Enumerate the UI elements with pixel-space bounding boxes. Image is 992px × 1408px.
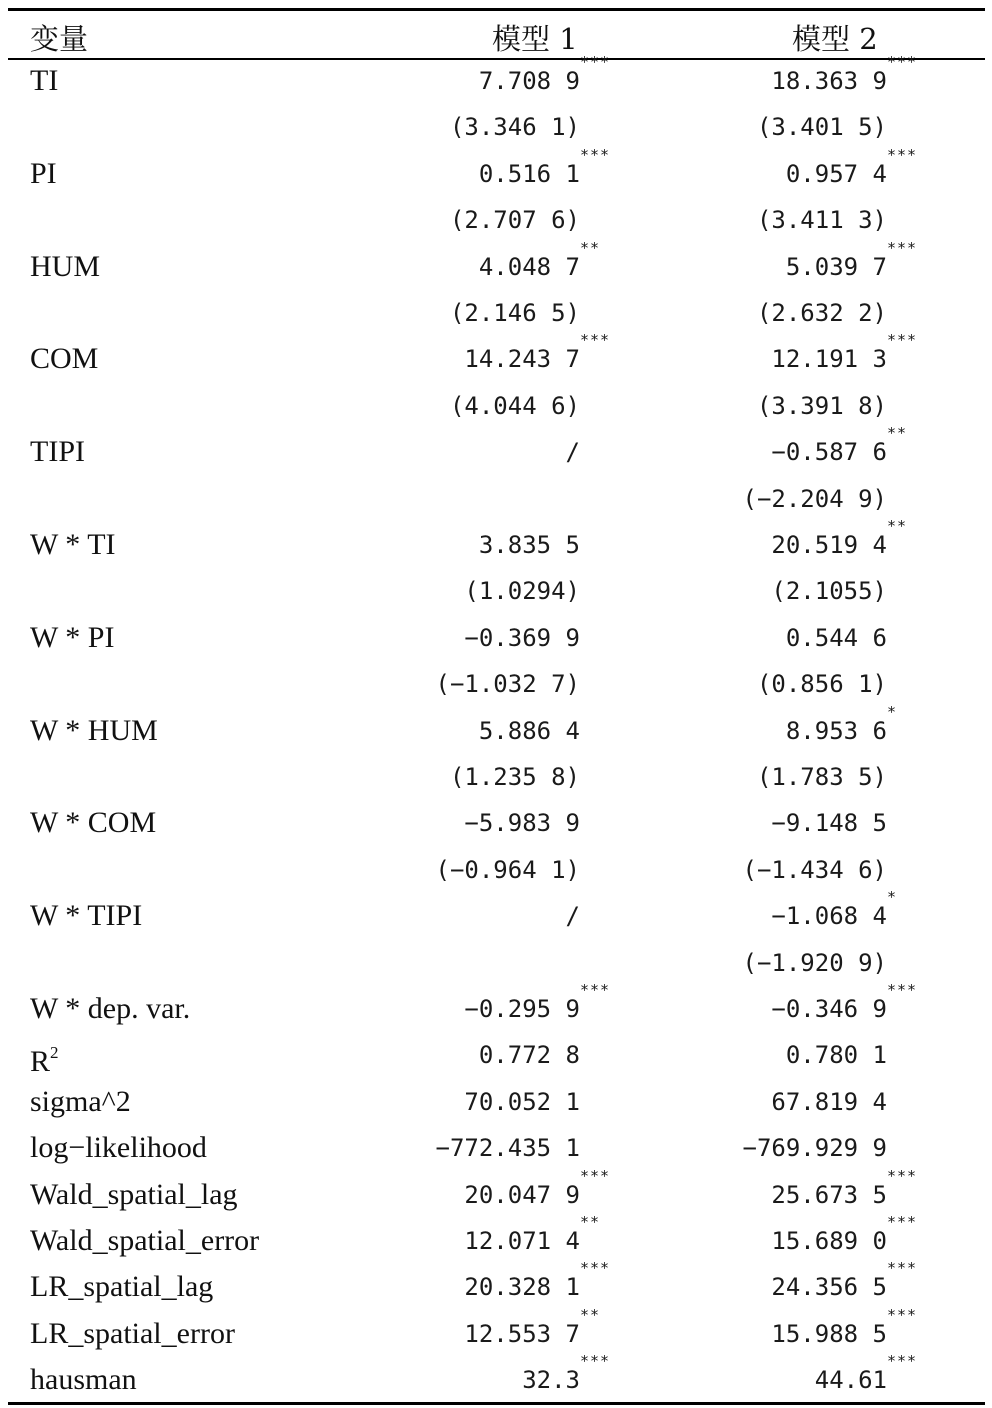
- model-2-value-text: 0.957 4: [785, 159, 887, 188]
- significance-stars: ***: [580, 145, 611, 164]
- row-label: [30, 708, 158, 754]
- table-row: [8, 661, 985, 707]
- table-row: [8, 754, 985, 800]
- table-row: [8, 197, 985, 243]
- model-1-value: [436, 847, 581, 893]
- model-1-value-text: 20.047 9: [464, 1180, 580, 1209]
- row-label-text: HUM: [30, 249, 101, 283]
- model-2-value: [757, 104, 887, 150]
- row-label-text: sigma^2: [30, 1084, 131, 1118]
- table-row: [8, 290, 985, 336]
- model-2-value-text: −0.587 6: [771, 438, 887, 467]
- table-row: [8, 702, 985, 754]
- row-label: [30, 1264, 213, 1310]
- model-1-value: [464, 1305, 601, 1357]
- table-row: [8, 1166, 985, 1218]
- model-2-value: [757, 754, 887, 800]
- significance-stars: ***: [887, 53, 918, 71]
- model-2-value: [757, 290, 887, 336]
- model-2-value-text: (−2.204 9): [742, 484, 887, 513]
- row-label-text: LR_spatial_lag: [30, 1270, 214, 1304]
- table-row: [8, 888, 985, 939]
- row-label: [30, 151, 57, 197]
- model-2-value-text: 8.953 6: [785, 716, 887, 745]
- row-label: [30, 429, 85, 475]
- significance-stars: ***: [580, 53, 611, 71]
- model-1-value: [464, 800, 580, 846]
- significance-stars: ***: [887, 238, 918, 257]
- model-1-value-text: 5.886 4: [478, 716, 580, 745]
- regression-table: [8, 0, 985, 1408]
- model-1-value: [566, 429, 580, 475]
- model-1-value-text: −0.369 9: [464, 623, 580, 652]
- model-1-value: [478, 238, 601, 290]
- table-row: [8, 53, 985, 104]
- row-label: [30, 893, 142, 939]
- model-1-value-text: 7.708 9: [478, 67, 580, 95]
- model-2-value-text: 18.363 9: [771, 67, 887, 95]
- model-2-value: [771, 1166, 918, 1218]
- model-2-value: [771, 888, 898, 939]
- model-1-value: [450, 104, 580, 150]
- significance-stars: ***: [887, 1352, 918, 1371]
- model-1-value-text: 12.071 4: [464, 1227, 580, 1255]
- row-label: [30, 1357, 137, 1403]
- significance-stars: ***: [887, 981, 918, 999]
- model-2-value: [771, 800, 887, 846]
- significance-stars: ***: [887, 1259, 918, 1278]
- model-2-value-text: −769.929 9: [742, 1134, 887, 1163]
- model-2-value: [771, 517, 908, 568]
- table-row: [8, 568, 985, 614]
- model-1-value: [522, 1352, 611, 1403]
- row-label: [30, 800, 156, 846]
- significance-stars: *: [887, 702, 898, 721]
- model-2-value-text: 24.356 5: [771, 1273, 887, 1302]
- row-label-text: TI: [30, 64, 59, 97]
- model-1-value-text: (2.707 6): [449, 206, 580, 235]
- model-1-value-text: −772.435 1: [435, 1134, 580, 1163]
- model-2-value-text: (−1.920 9): [742, 948, 887, 977]
- row-label: [30, 1218, 259, 1264]
- model-2-value: [771, 1079, 887, 1125]
- model-2-value-text: 67.819 4: [771, 1087, 887, 1116]
- model-1-value-text: (1.235 8): [449, 763, 580, 791]
- row-label: [30, 615, 114, 661]
- model-2-value-text: 44.61: [814, 1366, 887, 1395]
- model-1-value-text: (−1.032 7): [435, 670, 580, 699]
- model-1-value: [450, 197, 580, 243]
- model-1-value-text: (3.346 1): [449, 113, 580, 142]
- row-label-text: COM: [30, 342, 99, 376]
- model-2-value-text: (3.401 5): [756, 113, 887, 142]
- table-row: [8, 104, 985, 150]
- model-1-value-text: 0.772 8: [478, 1041, 580, 1070]
- header-model-1: 模型 1: [492, 22, 578, 56]
- model-2-value: [771, 1305, 918, 1357]
- row-label: [30, 1125, 207, 1171]
- model-1-value: [464, 331, 611, 382]
- row-label: [30, 336, 98, 382]
- table-row: [8, 517, 985, 568]
- row-label-text: TIPI: [30, 435, 85, 469]
- table-row: [8, 1259, 985, 1310]
- model-1-value: [464, 568, 580, 614]
- model-1-value: [436, 661, 581, 707]
- significance-stars: ***: [580, 1166, 611, 1185]
- table-row: [8, 145, 985, 197]
- row-label-text: W * dep. var.: [30, 992, 191, 1025]
- model-2-value: [771, 331, 918, 382]
- model-2-value: [771, 981, 918, 1032]
- row-label-text: W * TI: [30, 528, 116, 561]
- row-label-text: R: [30, 1045, 51, 1079]
- model-2-value: [771, 568, 887, 614]
- significance-stars: **: [887, 517, 908, 535]
- table-row: [8, 476, 985, 522]
- row-label-text: PI: [30, 156, 57, 190]
- model-2-value-text: 5.039 7: [785, 252, 887, 281]
- model-2-value: [771, 1213, 918, 1264]
- model-2-value: [757, 197, 887, 243]
- header-variable: 变量: [30, 22, 89, 56]
- model-1-value: [464, 615, 580, 661]
- table-row: [8, 940, 985, 986]
- model-1-value: [464, 1166, 611, 1218]
- table-row: [8, 1079, 985, 1125]
- model-1-value: [450, 290, 580, 336]
- model-1-value: [450, 383, 580, 429]
- row-label: [30, 1311, 235, 1357]
- significance-stars: ***: [580, 1352, 611, 1371]
- model-1-value: [464, 981, 611, 1032]
- row-label: [30, 986, 190, 1032]
- table-row: [8, 1352, 985, 1403]
- model-2-value-text: −0.346 9: [771, 995, 887, 1023]
- model-2-value-text: (2.1055): [771, 577, 887, 606]
- significance-stars: ***: [887, 1166, 918, 1185]
- table-row: [8, 800, 985, 846]
- model-1-value-text: −0.295 9: [464, 995, 580, 1023]
- row-label-text: W * COM: [30, 806, 157, 840]
- model-2-value: [785, 238, 918, 290]
- model-2-value-text: −9.148 5: [771, 809, 887, 838]
- row-label: [30, 1079, 131, 1125]
- header-model-2: 模型 2: [792, 22, 878, 56]
- model-2-value-text: 0.544 6: [785, 623, 887, 652]
- model-2-value-text: (1.783 5): [756, 763, 887, 791]
- model-2-value: [785, 145, 918, 197]
- model-1-value-text: 32.3: [522, 1366, 580, 1395]
- table-row: [8, 1125, 985, 1171]
- model-1-value: [464, 1079, 580, 1125]
- row-label-text: Wald_spatial_lag: [30, 1177, 238, 1211]
- model-2-value-text: 25.673 5: [771, 1180, 887, 1209]
- row-label-text: hausman: [30, 1363, 137, 1397]
- row-label-text: W * PI: [30, 620, 115, 654]
- model-2-value-text: 0.780 1: [785, 1041, 887, 1070]
- model-2-value-text: 20.519 4: [771, 531, 887, 559]
- model-1-value-text: 4.048 7: [478, 252, 580, 281]
- model-1-value-text: (2.146 5): [449, 299, 580, 327]
- table-row: [8, 331, 985, 382]
- model-2-value: [785, 702, 898, 754]
- model-1-value: [464, 1259, 611, 1310]
- model-1-value: [450, 754, 580, 800]
- significance-stars: ***: [580, 981, 611, 999]
- significance-stars: **: [887, 424, 908, 443]
- model-1-value-text: 14.243 7: [464, 345, 580, 374]
- model-2-value-text: 12.191 3: [771, 345, 887, 374]
- row-label-text: log−likelihood: [30, 1131, 207, 1165]
- model-2-value-text: −1.068 4: [771, 902, 887, 931]
- model-2-value: [757, 383, 887, 429]
- model-2-value-text: (3.391 8): [756, 391, 887, 420]
- table-row: [8, 981, 985, 1032]
- model-2-value: [771, 424, 908, 475]
- model-2-value-text: (2.632 2): [756, 299, 887, 327]
- model-2-value: [786, 615, 887, 661]
- row-label-text: W * HUM: [30, 713, 158, 747]
- model-1-value-text: /: [565, 438, 580, 467]
- significance-stars: ***: [887, 1305, 918, 1324]
- row-label: [30, 522, 116, 568]
- model-1-value: [566, 893, 580, 939]
- model-1-value: [464, 1213, 601, 1264]
- significance-stars: ***: [887, 145, 918, 164]
- model-2-value: [743, 847, 888, 893]
- row-label: [30, 1172, 238, 1218]
- model-1-value-text: (4.044 6): [449, 391, 580, 420]
- significance-stars: ***: [580, 331, 611, 350]
- model-1-value-text: −5.983 9: [464, 809, 580, 838]
- table-row: [8, 383, 985, 429]
- bottom-rule: [8, 1402, 985, 1405]
- table-row: [8, 238, 985, 290]
- row-label-text: W * TIPI: [30, 899, 143, 933]
- model-1-value-text: (−0.964 1): [435, 855, 580, 884]
- model-2-value-text: (3.411 3): [756, 206, 887, 235]
- model-2-value-text: (0.856 1): [756, 670, 887, 699]
- model-1-value-text: 20.328 1: [464, 1273, 580, 1302]
- model-2-value: [757, 661, 887, 707]
- model-2-value: [771, 1259, 918, 1310]
- row-label: [30, 58, 58, 104]
- model-2-value: [786, 1032, 887, 1078]
- model-1-value-text: 12.553 7: [464, 1319, 580, 1348]
- significance-stars: ***: [580, 1259, 611, 1278]
- significance-stars: *: [887, 888, 898, 907]
- table-row: [8, 847, 985, 893]
- row-label-superscript: 2: [50, 1043, 59, 1063]
- table-row: [8, 1213, 985, 1264]
- model-1-value: [478, 145, 611, 197]
- model-2-value: [743, 476, 888, 522]
- row-label-text: Wald_spatial_error: [30, 1224, 260, 1257]
- table-row: [8, 424, 985, 475]
- table-row: [8, 615, 985, 661]
- significance-stars: **: [580, 238, 601, 257]
- model-1-value-text: /: [565, 902, 580, 931]
- row-label: [30, 244, 100, 290]
- model-1-value: [479, 708, 580, 754]
- table-row: [8, 1032, 985, 1078]
- model-1-value: [478, 53, 611, 104]
- significance-stars: ***: [887, 331, 918, 350]
- model-2-value: [743, 1125, 888, 1171]
- model-1-value: [436, 1125, 581, 1171]
- significance-stars: **: [580, 1305, 601, 1324]
- model-2-value-text: 15.988 5: [771, 1319, 887, 1348]
- model-1-value: [479, 522, 580, 568]
- model-1-value: [479, 1032, 580, 1078]
- model-2-value: [771, 53, 918, 104]
- row-label: [30, 1032, 59, 1085]
- model-1-value-text: 3.835 5: [478, 531, 580, 559]
- model-1-value-text: 70.052 1: [464, 1087, 580, 1116]
- table-row: [8, 1305, 985, 1357]
- significance-stars: ***: [887, 1213, 918, 1231]
- model-2-value-text: 15.689 0: [771, 1227, 887, 1255]
- model-1-value-text: 0.516 1: [478, 159, 580, 188]
- model-2-value-text: (−1.434 6): [742, 855, 887, 884]
- significance-stars: **: [580, 1213, 601, 1231]
- model-2-value: [814, 1352, 918, 1403]
- model-1-value-text: (1.0294): [464, 577, 580, 606]
- row-label-text: LR_spatial_error: [30, 1316, 235, 1350]
- model-2-value: [743, 940, 888, 986]
